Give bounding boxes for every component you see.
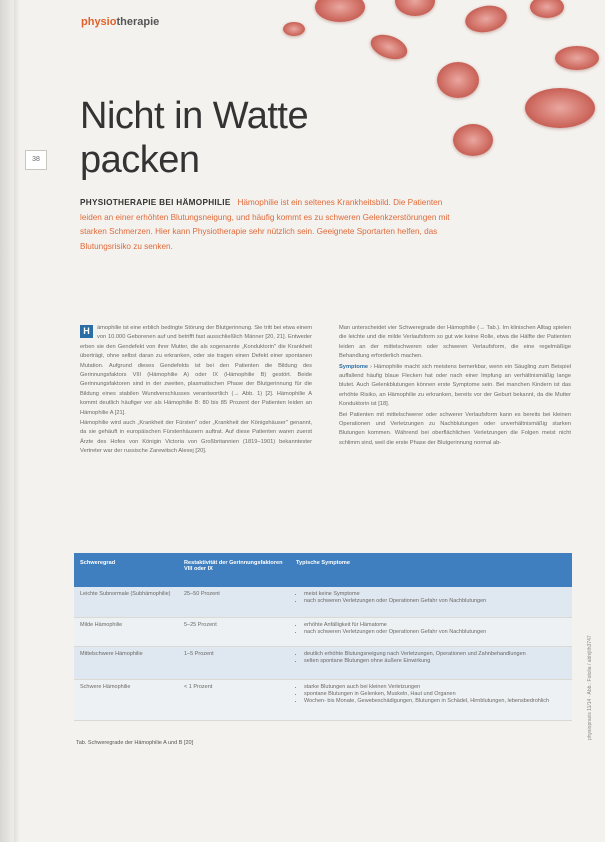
table-body [74,587,572,721]
symptom-item: • nach schweren Verletzungen oder Operationen Gefahr von Nachblutungen [304,598,566,604]
symptom-item: • deutlich erhöhte Blutungsneigung nach Verletzungen, Operationen und Zahnbehandlungen [304,651,566,657]
table-row [74,647,572,680]
body-paragraph: Man unterscheidet vier Schweregrade der Hämophilie (→ Tab.). Im klinischen Alltag spielen die leichte und die milde Verlaufsform so gut wie keine Rolle, etwa die Hälfte der Patienten leiden an der mittelschweren oder schweren Verlaufsform, die eine regelmäßige Behandlung erforderlich machen. [339,325,571,360]
drop-cap: H [80,325,93,338]
table-caption: Tab. Schweregrade der Hämophilie A und B [20] [76,740,194,746]
page-edge [0,0,14,842]
table-cell-grade: Schwere Hämophilie [80,684,131,690]
blood-cell [437,62,479,98]
table-cell-activity: 1–5 Prozent [184,651,214,657]
section-tag [81,16,159,28]
body-paragraph: Hämophilie wird auch „Krankheit der Fürsten" oder „Krankheit der Königshäuser" genannt, da sie gehäuft in europäischen Fürstenhäusern auftrat. Auf diese Patienten waren zuerst Ärzte des Hofes von Königin Victoria von Großbritannien (1819–1901) bekanntester Vertreter war der russische Zarewitsch Alexej [20]. [80,420,312,455]
table-cell-grade: Milde Hämophilie [80,622,123,628]
article-title [80,94,308,182]
severity-table [74,553,572,721]
body-column-right [339,324,571,449]
table-cell-grade: Mittelschwere Hämophilie [80,651,143,657]
table-row [74,618,572,647]
table-cell-symptoms [290,680,572,720]
table-cell-activity: < 1 Prozent [184,684,213,690]
symptom-item: • starke Blutungen auch bei kleinen Verletzungen [304,684,566,690]
table-cell-symptoms [290,618,572,646]
table-cell-activity: 25–50 Prozent [184,591,220,597]
blood-cell [555,46,599,70]
symptom-item: • Wochen- bis Monate, Gewebeschädigungen, Blutungen in Schädel, Hirnblutungen, lebensbedrohlich [304,698,566,704]
blood-cell [463,3,509,36]
subheading-symptome: Symptome [339,363,369,370]
symptom-item: • meist keine Symptome [304,591,566,597]
body-paragraph: Bei Patienten mit mittelschwerer oder schwerer Verlaufsform kann es bereits bei kleinen Operationen und Verletzungen zu Nachblutungen oder unverhältnismäßig starken Blutungen kommen. Während bei oberflächlichen Verletzungen die Folgen meist nicht schlimm sind, weil die erste Phase der Blutgerinnung normal ab- [339,411,571,446]
table-header-cell: Restaktivität der Gerinnungsfaktoren VIII oder IX [184,560,283,572]
symptom-item: • erhöhte Anfälligkeit für Hämatome [304,622,566,628]
symptom-item: • nach schweren Verletzungen oder Operationen Gefahr von Nachblutungen [304,629,566,635]
blood-cell [367,30,410,64]
blood-cell [315,0,365,22]
lead-paragraph [80,196,460,254]
table-row [74,680,572,721]
body-paragraph [80,324,312,418]
table-row [74,587,572,618]
side-note: physiopraxis 11/14 · Abb.: Fotolia / abhijith3747 [587,635,593,740]
lead-text: Hämophilie ist ein seltenes Krankheitsbild. Die Patienten leiden an einer erhöhten Blutungsneigung, und häufig kommt es zu schweren Gelenkzerstörungen mit starken Schmerzen. Hier kann Physiotherapie sehr nützlich sein. Geeignete Sportarten helfen, das Blutungsrisiko zu senken. [80,198,450,251]
title-line-2: packen [80,139,200,181]
blood-cell [525,88,595,128]
table-header-cell: Schweregrad [80,560,116,566]
lead-keyword: PHYSIOTHERAPIE BEI HÄMOPHILIE [80,198,231,207]
blood-cells-illustration [275,0,605,170]
symptom-item: • selten spontane Blutungen ohne äußere Einwirkung [304,658,566,664]
title-line-1: Nicht in Watte [80,95,309,137]
table-cell-grade: Leichte Subnormale (Subhämophilie) [80,591,171,597]
table-header-cell: Typische Symptome [296,560,350,566]
section-tag-part2: therapie [116,16,160,28]
blood-cell [530,0,564,18]
table-cell-activity: 5–25 Prozent [184,622,217,628]
body-text: ämophilie ist eine erblich bedingte Störung der Blutgerinnung. Sie tritt bei etwa einem von 10.000 Geborenen auf und betrifft fast ausschließlich Männer [20, 21]. Entweder erben sie den Gendefekt von ihrer Mutter, die als sogenannte „Konduktorin" die Krankheit überträgt, ohne selbst daran zu erkranken, oder sie tragen einen Defekt einer spontanen Mutation. Aufgrund dieses Gendefekts ist bei den Patienten die Bildung des Gerinnungsfaktors VIII (Hämophilie A) oder IX (Hämophilie B) gestört. Beide Gerinnungsfaktoren sind in der zweiten, plasmatischen Phase der Blutgerinnung für die Bildung eines stabilen Wundverschlusses verantwortlich (→ Abb. 1) [2]. Hämophilie A kommt deutlich häufiger vor als Hämophilie B: 80 bis 85 Prozent der Patienten leiden an Hämophilie A [21]. [80,325,312,416]
blood-cell [453,124,493,156]
fold-shadow [14,0,20,842]
body-text: Hämophilie macht sich meistens bemerkbar, wenn ein Säugling zum Beispiel auffallend häufig blaue Flecken hat oder nach einer Impfung an verhältnismäßig lange blutet. Auch Gelenkblutungen können erste Symptome sein. Bei manchen Kindern ist das erhöhte Risiko, an Hämophilie zu erkranken, bereits vor der Geburt bekannt, da die Mutter Konduktorin ist [18]. [339,363,571,408]
table-cell-symptoms [290,647,572,679]
page-number: 38 [25,150,47,170]
table-header [74,553,572,587]
blood-cell [395,0,435,16]
body-column-left [80,324,312,458]
section-tag-part1: physio [81,16,117,28]
body-paragraph: Symptome › Hämophilie macht sich meistens bemerkbar, wenn ein Säugling zum Beispiel auffallend häufig blaue Flecken hat oder nach einer Impfung an verhältnismäßig lange blutet. Auch Gelenkblutungen können erste Symptome sein. Bei manchen Kindern ist das erhöhte Risiko, an Hämophilie zu erkranken, bereits vor der Geburt bekannt, da die Mutter Konduktorin ist [18]. [339,363,571,408]
symptom-item: • spontane Blutungen in Gelenken, Muskeln, Haut und Organen [304,691,566,697]
table-cell-symptoms [290,587,572,617]
blood-cell [283,22,305,36]
